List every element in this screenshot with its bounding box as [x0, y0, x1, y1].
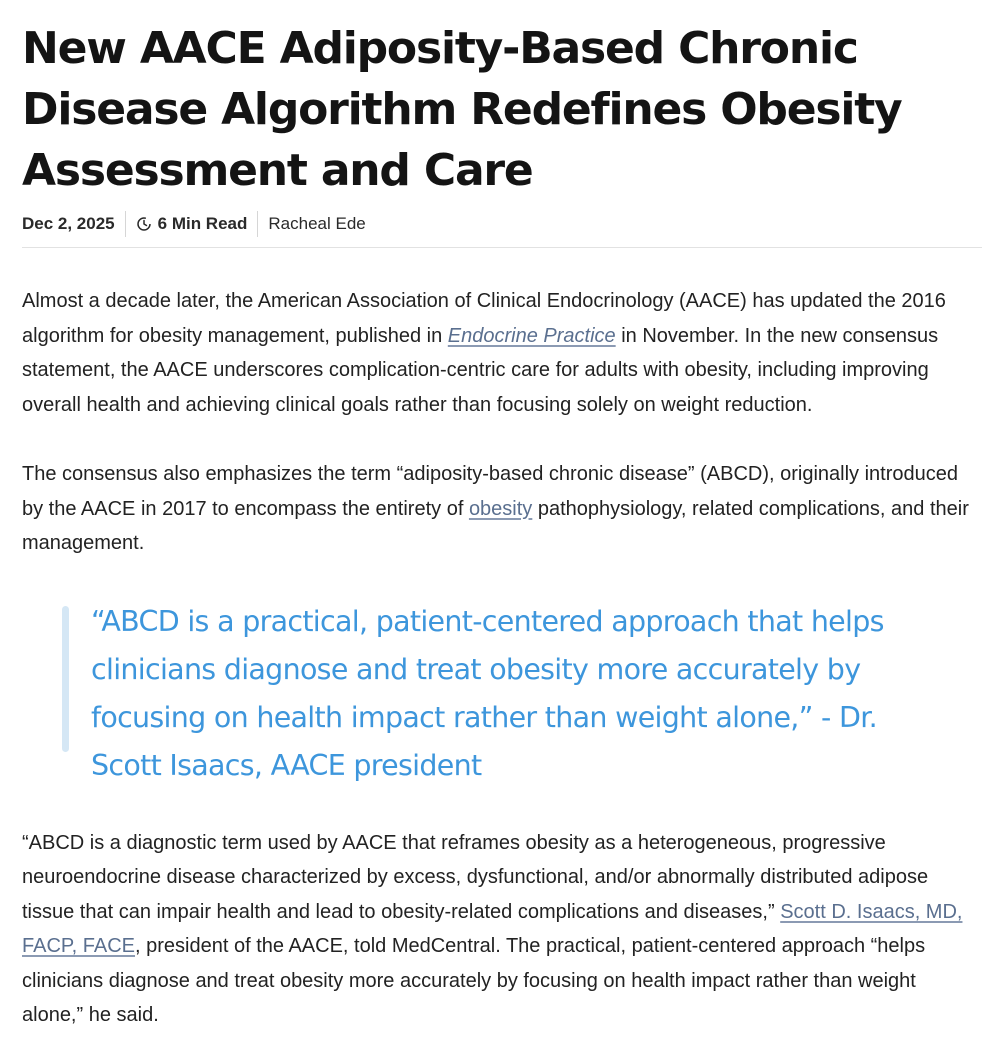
clock-icon — [136, 216, 152, 232]
article-meta — [22, 210, 982, 248]
paragraph — [22, 457, 982, 561]
obesity-link[interactable]: obesity — [468, 497, 533, 520]
author-name: Racheal Ede — [268, 214, 366, 233]
paragraph-text: The consensus also emphasizes the term “adiposity-based chronic disease” (ABCD), originally introduced by the AACE in 2017 to encompass the entirety of — [22, 463, 958, 520]
read-time-label: 6 Min Read — [157, 214, 248, 233]
article-title: New AACE Adiposity-Based Chronic Disease Algorithm Redefines Obesity Assessment and Care — [22, 23, 902, 196]
endocrine-practice-link[interactable]: Endocrine Practice — [447, 324, 616, 347]
article — [22, 18, 982, 1033]
pull-quote-text: “ABCD is a practical, patient-centered approach that helps clinicians diagnose and treat obesity more accurately by focusing on health impact rather than weight alone,” - Dr. Scott Isaacs, AACE president — [91, 604, 884, 782]
meta-divider — [257, 211, 258, 237]
pull-quote — [62, 598, 942, 790]
paragraph — [22, 284, 982, 422]
paragraph-text: “ABCD is a diagnostic term used by AACE that reframes obesity as a heterogeneous, progressive neuroendocrine disease characterized by excess, dysfunctional, and/or abnormally distributed adipose tissue that can impair health and lead to obesity-related complications and diseases,” — [22, 831, 929, 923]
paragraph-text: , president of the AACE, told MedCentral. The practical, patient-centered approach “helps clinicians diagnose and treat obesity more accurately by focusing on health impact rather than weight alone,” he said. — [22, 935, 926, 1026]
paragraph-text: in November. In the new consensus statement, the AACE underscores complication-centric care for adults with obesity, including improving overall health and achieving clinical goals rather than focusing solely on weight reduction. — [22, 324, 939, 416]
scott-isaacs-link[interactable]: Scott D. Isaacs, MD, FACP, FACE — [22, 900, 963, 957]
publish-date: Dec 2, 2025 — [22, 214, 115, 233]
quote-bar — [62, 606, 69, 752]
paragraph-text: pathophysiology, related complications, and their management. — [22, 497, 969, 554]
paragraph-text: Almost a decade later, the American Association of Clinical Endocrinology (AACE) has updated the 2016 algorithm for obesity management, published in — [22, 290, 946, 347]
paragraph — [22, 826, 982, 1033]
read-time — [136, 212, 248, 236]
meta-divider — [125, 211, 126, 237]
